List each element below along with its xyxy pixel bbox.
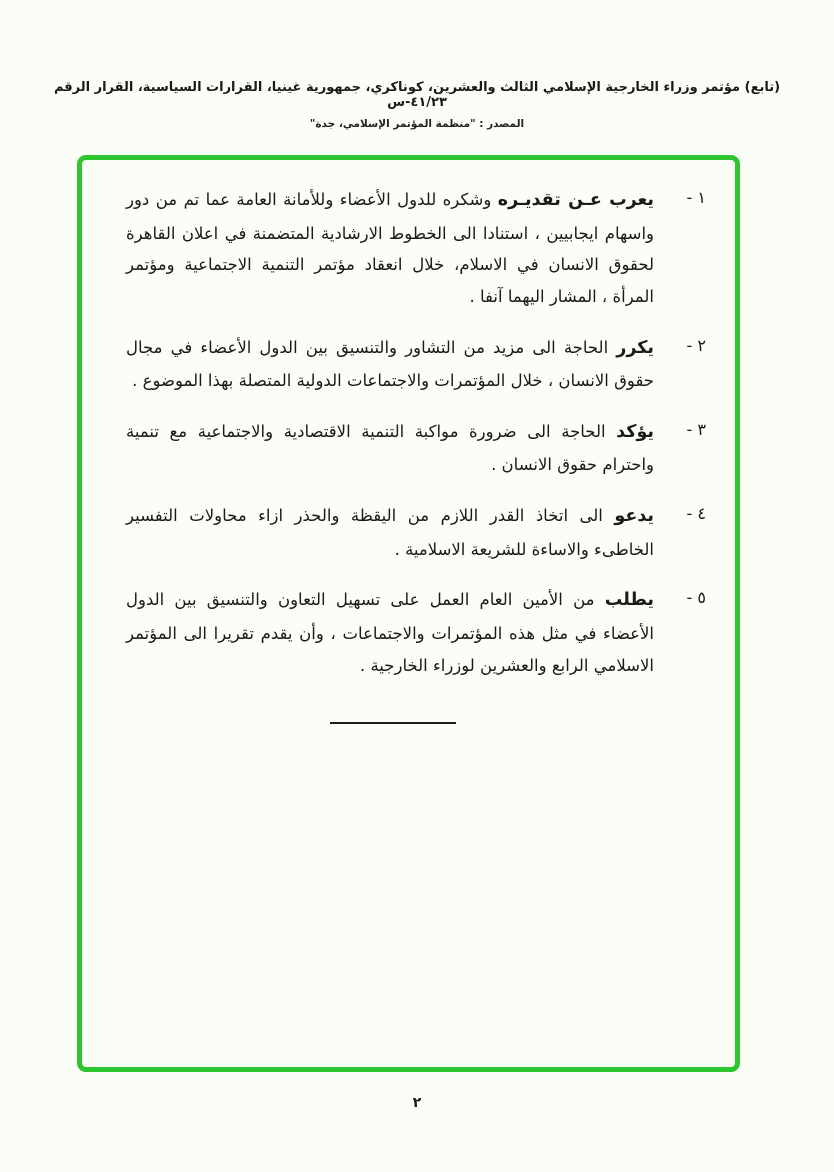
clause-4	[126, 500, 706, 565]
clause-2-text	[126, 332, 654, 397]
clause-4-lead: يدعو	[614, 506, 654, 527]
clause-1-number: ١ -	[686, 188, 706, 207]
clause-1	[126, 184, 706, 313]
resolution-clauses	[126, 184, 706, 700]
header-title: (تابع) مؤتمر وزراء الخارجية الإسلامي الثالث والعشرين، كوناكري، جمهورية غينيا، القرارات السياسية، القرار الرقم ٤١/٢٣-س	[53, 80, 781, 110]
clause-1-body: وشكره للدول الأعضاء وللأمانة العامة عما تم من دور واسهام ايجابيين ، استنادا الى الخطوط الارشادية المتضمنة في اعلان القاهرة لحقوق الانسان في الاسلام، خلال انعقاد مؤتمر التنمية الاجتماعية ومؤتمر المرأة ، المشار اليهما آنفا .	[126, 190, 654, 306]
clause-5	[126, 584, 706, 681]
clause-3-number: ٣ -	[686, 419, 706, 439]
clause-2-lead: يكرر	[616, 337, 654, 358]
clause-2-body: الحاجة الى مزيد من التشاور والتنسيق بين الدول الأعضاء في مجال حقوق الانسان ، خلال المؤتمرات والاجتماعات الدولية المتصلة بهذا الموضوع .	[126, 337, 654, 391]
clause-4-body: الى اتخاذ القدر اللازم من اليقظة والحذر ازاء محاولات التفسير الخاطىء والاساءة للشريعة الاسلامية .	[126, 506, 654, 559]
clause-1-lead: يعرب عـن تقديـره	[497, 190, 654, 210]
end-of-text-divider	[330, 722, 456, 724]
document-header	[40, 80, 794, 130]
page-number: ٢	[412, 1095, 422, 1111]
clause-5-number: ٥ -	[686, 588, 706, 608]
clause-2-number: ٢ -	[686, 335, 706, 355]
clause-4-number: ٤ -	[686, 504, 706, 524]
header-source: المصدر : "منظمة المؤتمر الإسلامي، جدة"	[309, 118, 525, 130]
clause-3-body: الحاجة الى ضرورة مواكبة التنمية الاقتصادية والاجتماعية مع تنمية واحترام حقوق الانسان .	[126, 421, 654, 475]
clause-3	[126, 416, 706, 481]
clause-5-lead: يطلب	[604, 590, 654, 611]
clause-2	[126, 332, 706, 397]
clause-4-text	[126, 500, 654, 565]
clause-3-text	[126, 416, 654, 481]
clause-1-text	[126, 184, 654, 313]
clause-3-lead: يؤكد	[616, 421, 654, 442]
clause-5-body: من الأمين العام العمل على تسهيل التعاون والتنسيق بين الدول الأعضاء في مثل هذه المؤتمرات والاجتماعات ، وأن يقدم تقريرا الى المؤتمر الاسلامي الرابع والعشرين لوزراء الخارجية .	[126, 590, 654, 675]
clause-5-text	[126, 584, 654, 681]
